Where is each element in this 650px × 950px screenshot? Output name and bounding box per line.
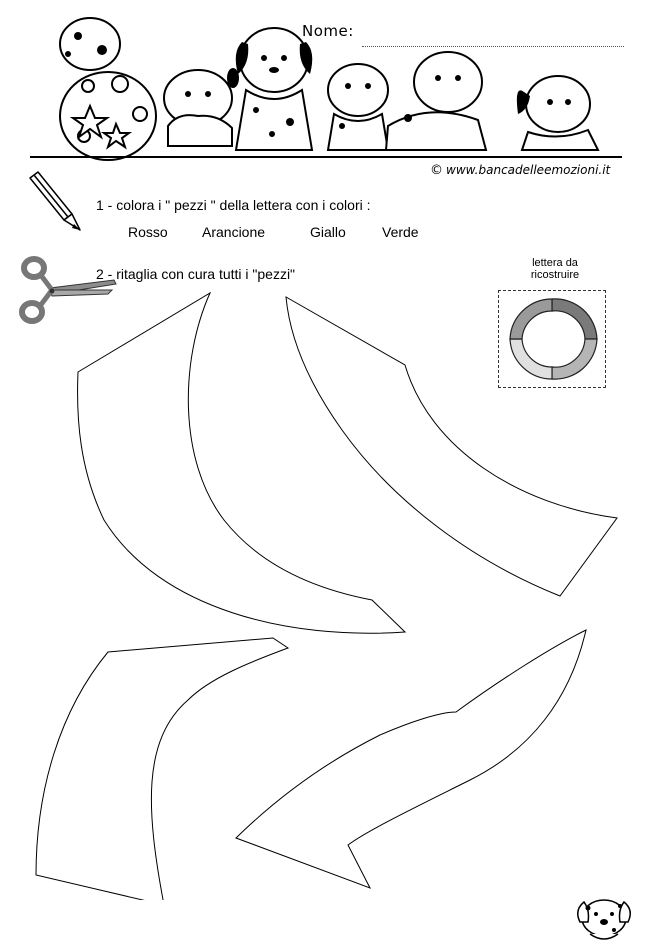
color-green: Verde (382, 224, 419, 240)
reference-caption (505, 257, 605, 281)
website-credit (430, 163, 610, 178)
name-input-line[interactable] (362, 46, 624, 47)
header-divider (30, 156, 622, 158)
name-label: Nome: (302, 22, 354, 40)
copyright-symbol: © (430, 163, 443, 178)
color-red: Rosso (128, 224, 168, 240)
pencil-icon (26, 170, 86, 234)
reference-caption-line-2: ricostruire (530, 269, 580, 281)
corner-puppy-illustration (574, 888, 636, 944)
color-yellow: Giallo (310, 224, 346, 240)
reference-caption-line-1: lettera da (532, 257, 578, 269)
color-orange: Arancione (202, 224, 266, 240)
letter-pieces (0, 280, 650, 900)
website-url: www.bancadelleemozioni.it (446, 163, 611, 177)
instruction-step-1: 1 - colora i " pezzi " della lettera con i colori : (96, 197, 371, 213)
letter-piece-4 (236, 630, 586, 888)
letter-piece-2 (286, 297, 617, 596)
letter-piece-3 (36, 638, 288, 900)
instruction-step-2: 2 - ritaglia con cura tutti i "pezzi" (96, 266, 296, 282)
